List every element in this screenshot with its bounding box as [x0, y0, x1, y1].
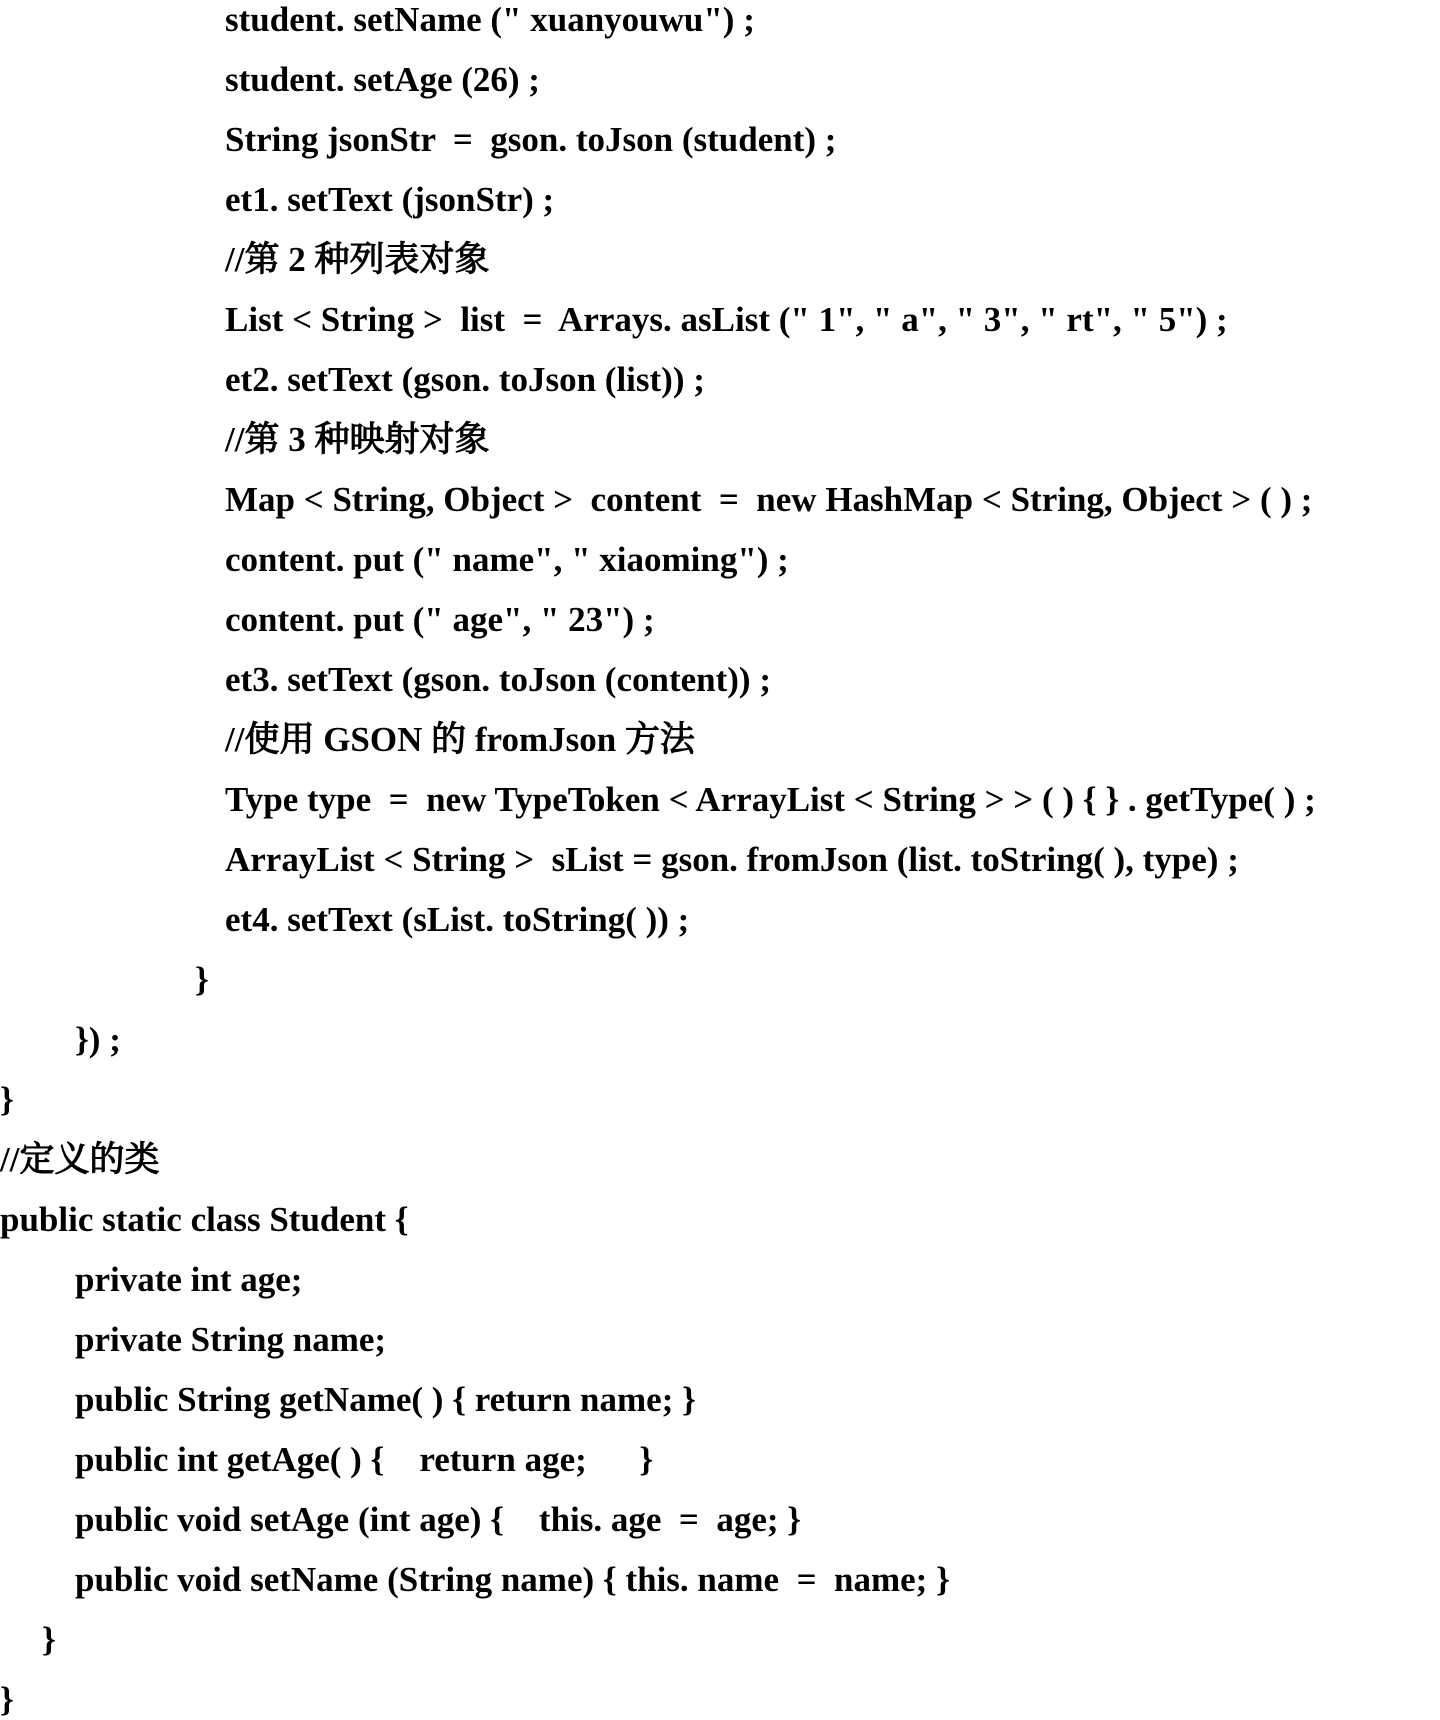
code-line: String jsonStr = gson. toJson (student) ; — [225, 120, 837, 159]
code-line: et1. setText (jsonStr) ; — [225, 180, 555, 219]
code-line: private String name; — [75, 1320, 387, 1359]
code-line: private int age; — [75, 1260, 303, 1299]
code-line: content. put (" name", " xiaoming") ; — [225, 540, 789, 579]
code-line: et4. setText (sList. toString( )) ; — [225, 900, 690, 939]
code-line: et2. setText (gson. toJson (list)) ; — [225, 360, 705, 399]
code-line: et3. setText (gson. toJson (content)) ; — [225, 660, 771, 699]
code-line: //第 3 种映射对象 — [225, 420, 490, 459]
code-line: } — [0, 1680, 14, 1719]
code-line: student. setAge (26) ; — [225, 60, 540, 99]
code-line: //定义的类 — [0, 1140, 160, 1179]
code-line: content. put (" age", " 23") ; — [225, 600, 655, 639]
code-line: Type type = new TypeToken < ArrayList < String > > ( ) { } . getType( ) ; — [225, 780, 1316, 819]
code-line: public void setName (String name) { this. name = name; } — [75, 1560, 950, 1599]
code-line: List < String > list = Arrays. asList (" 1", " a", " 3", " rt", " 5") ; — [225, 300, 1228, 339]
code-line: ArrayList < String > sList = gson. fromJson (list. toString( ), type) ; — [225, 840, 1239, 879]
code-line: public String getName( ) { return name; } — [75, 1380, 696, 1419]
code-line: public static class Student { — [0, 1200, 409, 1239]
code-line: //使用 GSON 的 fromJson 方法 — [225, 720, 695, 759]
code-line: public void setAge (int age) { this. age = age; } — [75, 1500, 802, 1539]
code-line: }) ; — [75, 1020, 121, 1059]
code-line: //第 2 种列表对象 — [225, 240, 490, 279]
code-line: public int getAge( ) { return age; } — [75, 1440, 654, 1479]
code-line: } — [195, 960, 209, 999]
code-line: } — [0, 1080, 14, 1119]
code-line: student. setName (" xuanyouwu") ; — [225, 0, 755, 39]
code-line: Map < String, Object > content = new HashMap < String, Object > ( ) ; — [225, 480, 1313, 519]
code-line: } — [42, 1620, 56, 1659]
